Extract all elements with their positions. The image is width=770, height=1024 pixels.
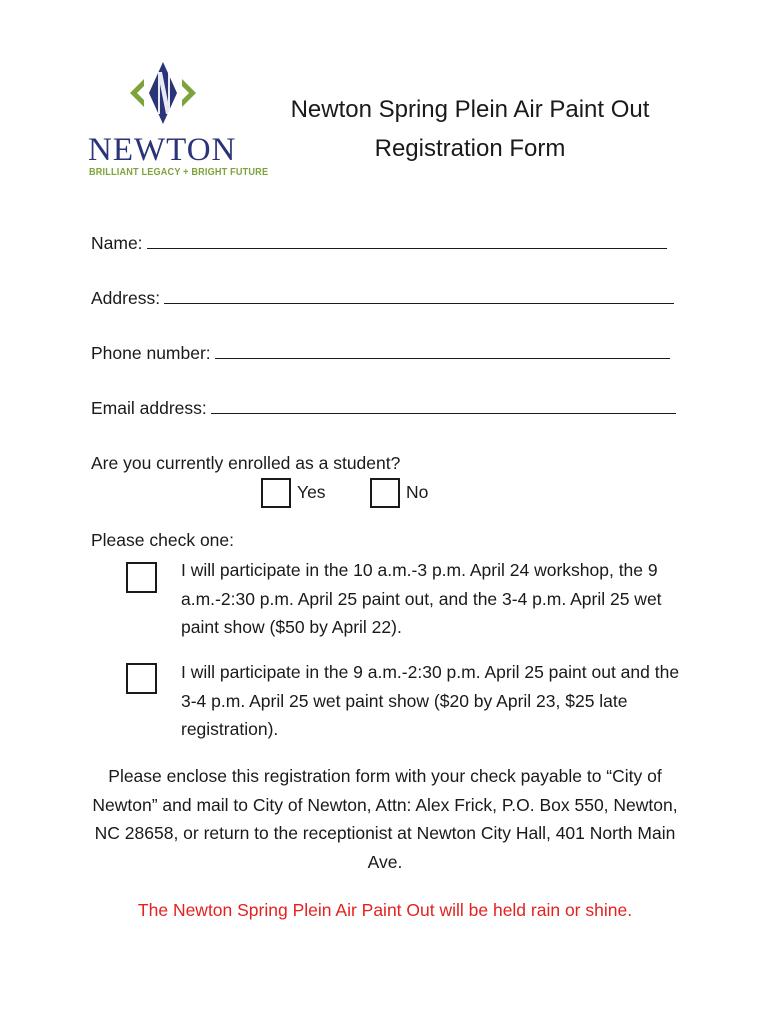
address-blank-line[interactable] <box>164 287 674 304</box>
email-blank-line[interactable] <box>211 397 676 414</box>
phone-field[interactable] <box>91 342 670 366</box>
rain-or-shine-note: The Newton Spring Plein Air Paint Out will be held rain or shine. <box>137 900 633 920</box>
no-label: No <box>406 482 429 502</box>
name-field[interactable] <box>91 232 667 256</box>
check-one-label: Please check one: <box>91 530 235 550</box>
email-label: Email address: <box>91 398 207 418</box>
email-field[interactable] <box>91 397 676 421</box>
name-label: Name: <box>91 233 143 253</box>
option-2-text: I will participate in the 9 a.m.-2:30 p.m. April 25 paint out and the 3-4 p.m. April 25 wet paint show ($20 by April 23, $25 late registration). <box>181 662 680 739</box>
newton-logo <box>80 62 269 182</box>
logo-wordmark: NEWTON <box>88 132 237 168</box>
option-1-text: I will participate in the 10 a.m.-3 p.m. April 24 workshop, the 9 a.m.-2:30 p.m. April 25 paint out, and the 3-4 p.m. April 25 wet paint show ($50 by April 22). <box>181 560 662 637</box>
option-2-checkbox[interactable] <box>126 663 157 694</box>
address-field[interactable] <box>91 287 674 311</box>
newton-emblem-icon <box>126 62 200 130</box>
title-line-1: Newton Spring Plein Air Paint Out <box>290 96 650 123</box>
student-question: Are you currently enrolled as a student? <box>91 453 401 473</box>
option-1-checkbox[interactable] <box>126 562 157 593</box>
yes-checkbox[interactable] <box>261 478 291 508</box>
name-blank-line[interactable] <box>147 232 667 249</box>
mailing-instructions: Please enclose this registration form with your check payable to “City of Newton” and mail to City of Newton, Attn: Alex Frick, P.O. Box 550, Newton, NC 28658, or return to the receptionist at Newton City Hall, 401 North Main Ave. <box>92 766 678 872</box>
logo-tagline: BRILLIANT LEGACY + BRIGHT FUTURE <box>89 166 269 178</box>
form-title <box>255 90 685 168</box>
phone-label: Phone number: <box>91 343 211 363</box>
no-checkbox[interactable] <box>370 478 400 508</box>
phone-blank-line[interactable] <box>215 342 670 359</box>
title-line-2: Registration Form <box>374 135 566 162</box>
yes-label: Yes <box>297 482 326 502</box>
address-label: Address: <box>91 288 161 308</box>
